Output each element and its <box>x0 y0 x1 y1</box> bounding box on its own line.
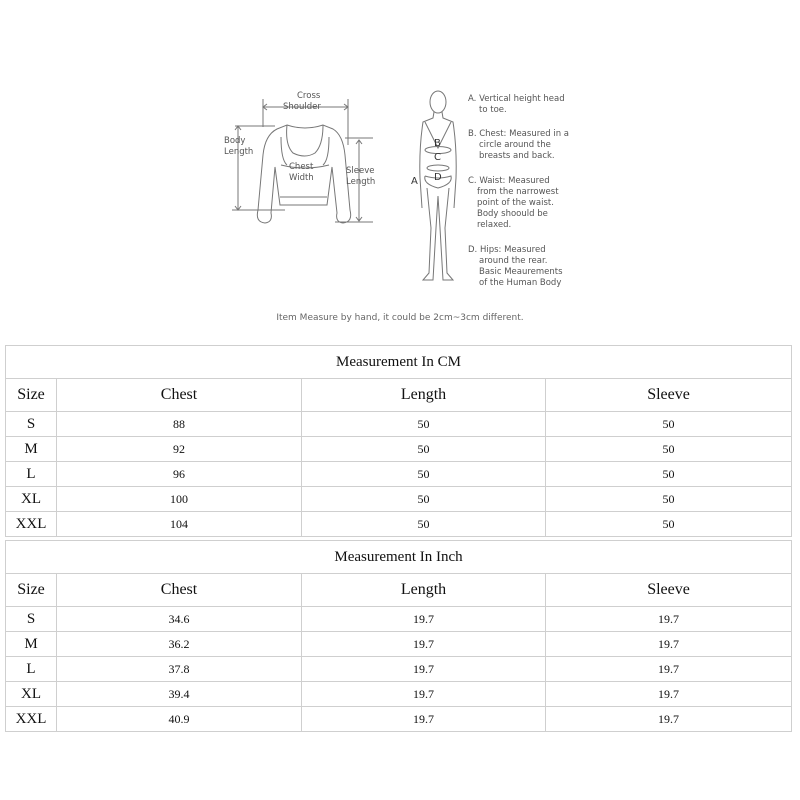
cell-size: L <box>6 657 57 682</box>
cell-size: S <box>6 607 57 632</box>
cell-size: XL <box>6 682 57 707</box>
cell-sleeve: 19.7 <box>546 682 792 707</box>
cell-length: 50 <box>302 487 546 512</box>
marker-b: B <box>434 138 441 149</box>
cell-chest: 37.8 <box>57 657 302 682</box>
cell-length: 50 <box>302 462 546 487</box>
header-chest: Chest <box>57 379 302 412</box>
table-row <box>6 657 792 682</box>
cell-length: 50 <box>302 512 546 537</box>
table-header-row <box>6 574 792 607</box>
size-guide-figure <box>0 0 800 340</box>
svg-text:Chest: Chest <box>289 162 314 172</box>
svg-text:Sleeve: Sleeve <box>346 166 375 176</box>
marker-d: D <box>434 172 442 183</box>
cell-length: 19.7 <box>302 632 546 657</box>
table-title: Measurement In CM <box>6 346 792 379</box>
cell-length: 50 <box>302 437 546 462</box>
cell-size: XXL <box>6 707 57 732</box>
cell-sleeve: 19.7 <box>546 657 792 682</box>
svg-text:Length: Length <box>346 177 376 187</box>
cell-chest: 36.2 <box>57 632 302 657</box>
cell-chest: 92 <box>57 437 302 462</box>
marker-a: A <box>411 176 418 187</box>
table-title: Measurement In Inch <box>6 541 792 574</box>
cell-length: 19.7 <box>302 682 546 707</box>
cell-size: M <box>6 632 57 657</box>
cell-sleeve: 19.7 <box>546 632 792 657</box>
cell-length: 19.7 <box>302 707 546 732</box>
svg-text:Cross: Cross <box>297 91 321 101</box>
cell-sleeve: 19.7 <box>546 707 792 732</box>
cell-size: M <box>6 437 57 462</box>
header-size: Size <box>6 379 57 412</box>
cell-sleeve: 50 <box>546 462 792 487</box>
cell-size: XL <box>6 487 57 512</box>
cell-sleeve: 50 <box>546 487 792 512</box>
header-length: Length <box>302 574 546 607</box>
cell-sleeve: 50 <box>546 512 792 537</box>
cell-size: S <box>6 412 57 437</box>
table-header-row <box>6 379 792 412</box>
cell-length: 50 <box>302 412 546 437</box>
cell-chest: 88 <box>57 412 302 437</box>
cell-sleeve: 50 <box>546 437 792 462</box>
svg-text:Length: Length <box>224 147 254 157</box>
svg-text:Body: Body <box>224 136 246 146</box>
cell-chest: 39.4 <box>57 682 302 707</box>
cell-sleeve: 19.7 <box>546 607 792 632</box>
cell-size: XXL <box>6 512 57 537</box>
table-row <box>6 412 792 437</box>
legend-d: D. Hips: Measured around the rear. Basic Meaurements of the Human Body <box>468 245 563 288</box>
legend-c: C. Waist: Measured from the narrowest point of the waist. Body shoould be relaxed. <box>468 176 559 230</box>
cell-chest: 100 <box>57 487 302 512</box>
svg-text:Width: Width <box>289 173 314 183</box>
cell-size: L <box>6 462 57 487</box>
table-row <box>6 462 792 487</box>
cell-chest: 96 <box>57 462 302 487</box>
table-row <box>6 487 792 512</box>
inch-size-table <box>5 540 792 732</box>
header-length: Length <box>302 379 546 412</box>
cell-sleeve: 50 <box>546 412 792 437</box>
legend-b: B. Chest: Measured in a circle around the breasts and back. <box>468 129 569 161</box>
table-row <box>6 682 792 707</box>
measurement-note: Item Measure by hand, it could be 2cm~3cm different. <box>276 313 524 323</box>
header-sleeve: Sleeve <box>546 379 792 412</box>
table-row <box>6 512 792 537</box>
svg-text:Shoulder: Shoulder <box>283 102 321 112</box>
cell-chest: 40.9 <box>57 707 302 732</box>
legend-a: A. Vertical height head to toe. <box>468 94 565 115</box>
table-row <box>6 437 792 462</box>
body-figure-icon <box>405 88 465 288</box>
sweater-diagram-icon <box>215 85 390 230</box>
table-row <box>6 632 792 657</box>
cell-chest: 104 <box>57 512 302 537</box>
cell-length: 19.7 <box>302 607 546 632</box>
marker-c: C <box>434 152 441 163</box>
cell-length: 19.7 <box>302 657 546 682</box>
table-row <box>6 707 792 732</box>
cm-size-table <box>5 345 792 537</box>
header-size: Size <box>6 574 57 607</box>
table-row <box>6 607 792 632</box>
header-sleeve: Sleeve <box>546 574 792 607</box>
cell-chest: 34.6 <box>57 607 302 632</box>
header-chest: Chest <box>57 574 302 607</box>
